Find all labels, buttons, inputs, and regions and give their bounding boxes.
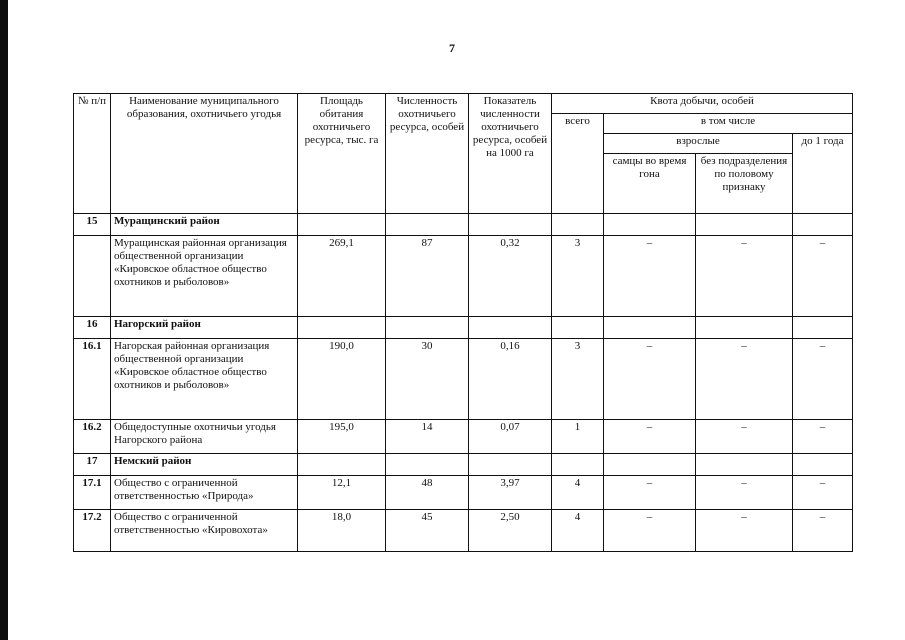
density-cell: 0,32	[469, 236, 552, 317]
quota-under-one-cell: –	[793, 339, 853, 420]
empty-cell	[298, 317, 386, 339]
area-cell: 190,0	[298, 339, 386, 420]
empty-cell	[552, 214, 604, 236]
row-number: 15	[74, 214, 111, 236]
empty-cell	[386, 454, 469, 476]
quota-males-cell: –	[604, 420, 696, 454]
quota-under-one-cell: –	[793, 510, 853, 552]
empty-cell	[793, 214, 853, 236]
header-quota: Квота добычи, особей	[552, 94, 853, 114]
scan-edge	[0, 0, 8, 640]
empty-cell	[552, 317, 604, 339]
row-number: 16.2	[74, 420, 111, 454]
density-cell: 0,16	[469, 339, 552, 420]
district-name: Немский район	[111, 454, 298, 476]
empty-cell	[793, 454, 853, 476]
empty-cell	[793, 317, 853, 339]
table-row	[74, 420, 853, 454]
district-row	[74, 214, 853, 236]
quota-no-sex-cell: –	[696, 476, 793, 510]
count-cell: 30	[386, 339, 469, 420]
header-males-rut: самцы во время гона	[604, 154, 696, 214]
quota-males-cell: –	[604, 339, 696, 420]
row-number: 17.1	[74, 476, 111, 510]
empty-cell	[696, 317, 793, 339]
organization-name: Общество с ограниченной ответственностью «Кировохота»	[111, 510, 298, 552]
header-area: Площадь обитания охотничьего ресурса, тыс. га	[298, 94, 386, 214]
header-num: № п/п	[74, 94, 111, 214]
area-cell: 269,1	[298, 236, 386, 317]
density-cell: 2,50	[469, 510, 552, 552]
row-number: 16.1	[74, 339, 111, 420]
count-cell: 48	[386, 476, 469, 510]
table-row	[74, 510, 853, 552]
area-cell: 195,0	[298, 420, 386, 454]
organization-name: Муращинская районная организация общественной организации «Кировское областное общество охотников и рыболовов»	[111, 236, 298, 317]
empty-cell	[696, 454, 793, 476]
empty-cell	[469, 317, 552, 339]
organization-name: Общество с ограниченной ответственностью «Природа»	[111, 476, 298, 510]
row-number: 16	[74, 317, 111, 339]
hunting-quota-table	[73, 93, 853, 552]
quota-total-cell: 4	[552, 476, 604, 510]
quota-no-sex-cell: –	[696, 420, 793, 454]
header-name: Наименование муниципального образования, охотничьего угодья	[111, 94, 298, 214]
empty-cell	[469, 214, 552, 236]
header-under-one-year: до 1 года	[793, 134, 853, 214]
table-row	[74, 236, 853, 317]
empty-cell	[696, 214, 793, 236]
quota-males-cell: –	[604, 510, 696, 552]
empty-cell	[386, 214, 469, 236]
header-including: в том числе	[604, 114, 853, 134]
quota-total-cell: 1	[552, 420, 604, 454]
count-cell: 87	[386, 236, 469, 317]
header-no-sex-division: без подразделения по половому признаку	[696, 154, 793, 214]
quota-total-cell: 3	[552, 236, 604, 317]
empty-cell	[469, 454, 552, 476]
district-row	[74, 454, 853, 476]
organization-name: Нагорская районная организация общественной организации «Кировское областное общество охотников и рыболовов»	[111, 339, 298, 420]
table-body	[74, 214, 853, 552]
table-row	[74, 339, 853, 420]
empty-cell	[604, 454, 696, 476]
density-cell: 0,07	[469, 420, 552, 454]
header-adults: взрослые	[604, 134, 793, 154]
quota-males-cell: –	[604, 236, 696, 317]
district-name: Нагорский район	[111, 317, 298, 339]
quota-total-cell: 3	[552, 339, 604, 420]
table-row	[74, 476, 853, 510]
quota-no-sex-cell: –	[696, 339, 793, 420]
organization-name: Общедоступные охотничьи угодья Нагорского района	[111, 420, 298, 454]
count-cell: 14	[386, 420, 469, 454]
header-density: Показатель численности охотничьего ресурса, особей на 1000 га	[469, 94, 552, 214]
header-count: Численность охотничьего ресурса, особей	[386, 94, 469, 214]
row-number: 17.2	[74, 510, 111, 552]
quota-no-sex-cell: –	[696, 236, 793, 317]
district-row	[74, 317, 853, 339]
district-name: Муращинский район	[111, 214, 298, 236]
empty-cell	[298, 454, 386, 476]
header-total: всего	[552, 114, 604, 214]
page-number: 7	[449, 41, 455, 55]
count-cell: 45	[386, 510, 469, 552]
empty-cell	[552, 454, 604, 476]
quota-under-one-cell: –	[793, 420, 853, 454]
quota-under-one-cell: –	[793, 476, 853, 510]
quota-total-cell: 4	[552, 510, 604, 552]
row-number	[74, 236, 111, 317]
quota-males-cell: –	[604, 476, 696, 510]
quota-no-sex-cell: –	[696, 510, 793, 552]
row-number: 17	[74, 454, 111, 476]
empty-cell	[386, 317, 469, 339]
area-cell: 12,1	[298, 476, 386, 510]
empty-cell	[298, 214, 386, 236]
empty-cell	[604, 214, 696, 236]
empty-cell	[604, 317, 696, 339]
density-cell: 3,97	[469, 476, 552, 510]
quota-under-one-cell: –	[793, 236, 853, 317]
area-cell: 18,0	[298, 510, 386, 552]
